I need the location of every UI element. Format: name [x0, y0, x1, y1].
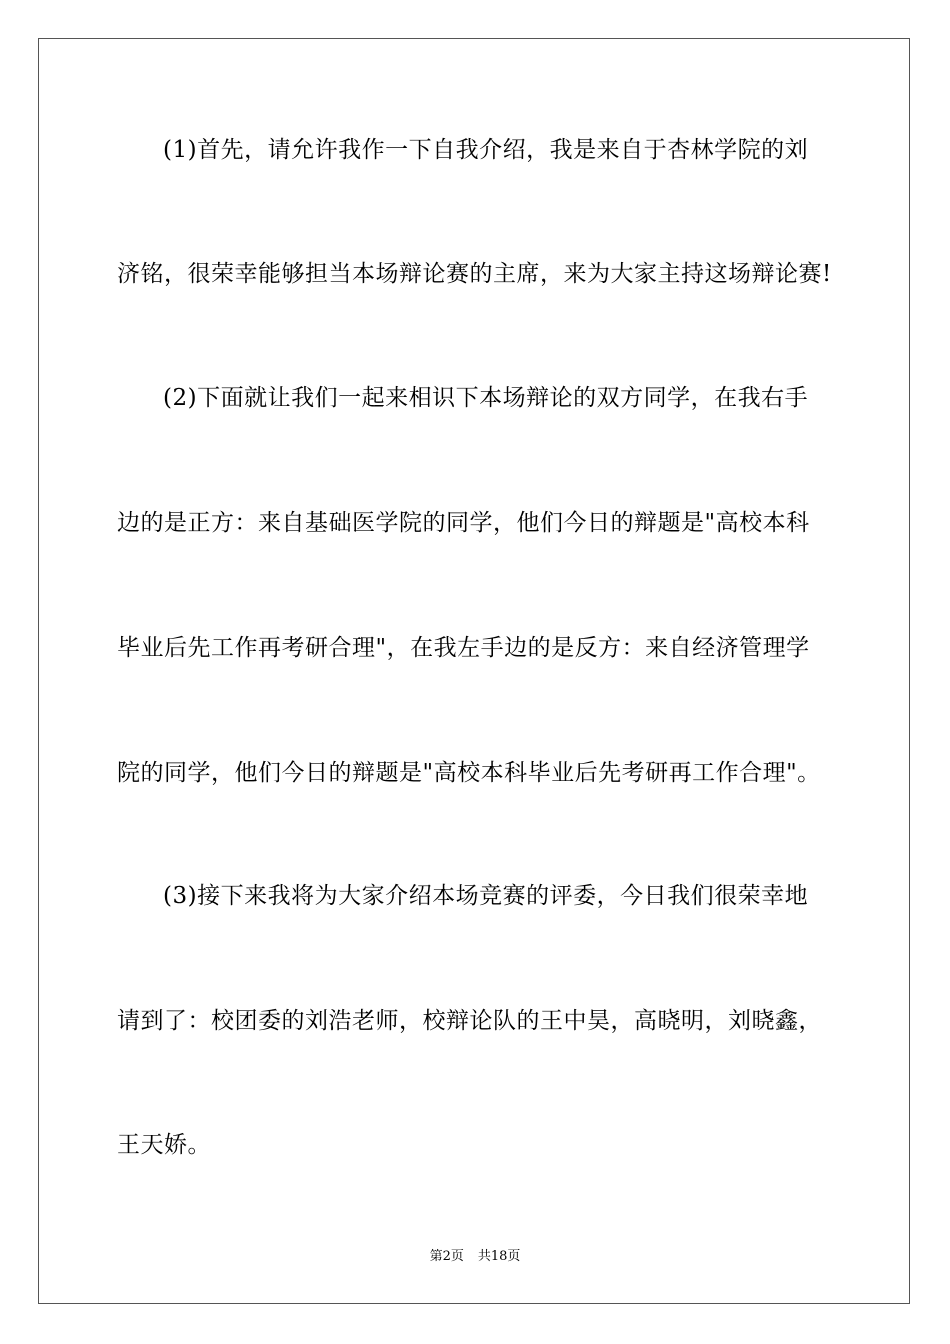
paragraph-3-line-3: 王天娇。	[117, 1132, 211, 1158]
page-number: 第2页	[429, 1249, 464, 1264]
paragraph-2-line-2: 边的是正方：来自基础医学院的同学，他们今日的辩题是"高校本科	[117, 510, 810, 536]
paragraph-1-line-1: (1)首先，请允许我作一下自我介绍，我是来自于杏林学院的刘	[163, 137, 809, 163]
page-total: 共18页	[477, 1249, 521, 1264]
paragraph-1-line-2: 济铭，很荣幸能够担当本场辩论赛的主席，来为大家主持这场辩论赛!	[117, 261, 832, 287]
page-footer	[0, 1248, 950, 1266]
paragraph-2-line-1: (2)下面就让我们一起来相识下本场辩论的双方同学，在我右手	[163, 385, 809, 411]
paragraph-3-line-1: (3)接下来我将为大家介绍本场竞赛的评委，今日我们很荣幸地	[163, 883, 809, 909]
page-border	[38, 38, 910, 1304]
paragraph-3-line-2: 请到了：校团委的刘浩老师，校辩论队的王中昊，高晓明，刘晓鑫，	[117, 1008, 822, 1034]
paragraph-2-line-3: 毕业后先工作再考研合理"，在我左手边的是反方：来自经济管理学	[117, 635, 810, 661]
paragraph-2-line-4: 院的同学，他们今日的辩题是"高校本科毕业后先考研再工作合理"。	[117, 760, 821, 786]
